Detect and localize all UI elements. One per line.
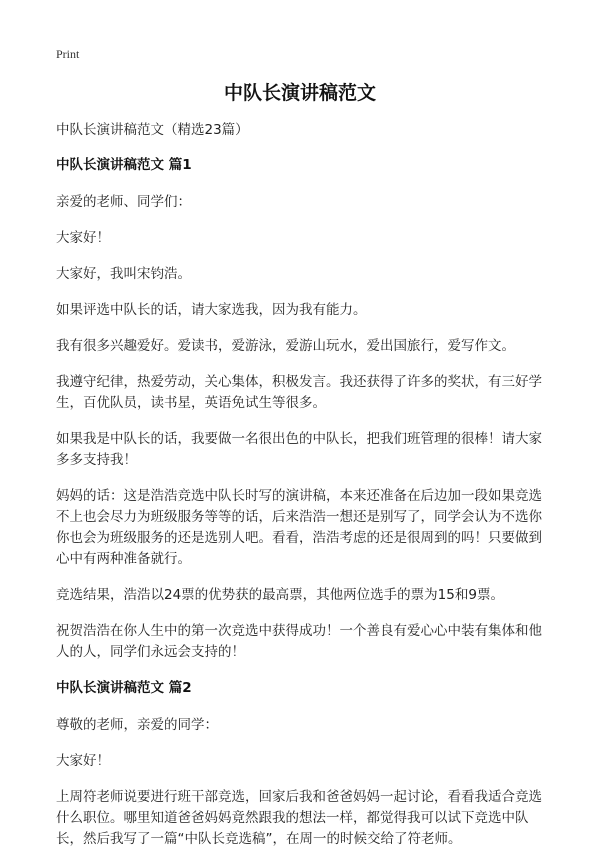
page-title: 中队长演讲稿范文 [223, 82, 376, 104]
paragraph: 我遵守纪律，热爱劳动，关心集体，积极发言。我还获得了许多的奖状，有三好学生，百优队员，读书星，英语免试生等很多。 [56, 374, 542, 411]
paragraph: 妈妈的话：这是浩浩竞选中队长时写的演讲稿，本来还准备在后边加一段如果竞选不上也会尽力为班级服务等等的话，后来浩浩一想还是别写了，同学会认为不选你你也会为班级服务的还是选别人吧。看看，浩浩考虑的还是很周到的吗！只要做到心中有两种准备就行。 [56, 488, 542, 567]
paragraph: 如果评选中队长的话，请大家选我，因为我有能力。 [56, 302, 367, 318]
paragraph: 尊敬的老师，亲爱的同学： [56, 717, 218, 733]
paragraph: 大家好，我叫宋钧浩。 [56, 266, 191, 282]
document-subtitle: 中队长演讲稿范文（精选23篇） [56, 122, 249, 138]
paragraph: 我有很多兴趣爱好。爱读书，爱游泳，爱游山玩水，爱出国旅行，爱写作文。 [56, 338, 515, 354]
paragraph: 祝贺浩浩在你人生中的第一次竞选中获得成功！一个善良有爱心心中装有集体和他人的人，同学们永远会支持的！ [56, 623, 542, 660]
paragraph: 上周符老师说要进行班干部竞选，回家后我和爸爸妈妈一起讨论，看看我适合竞选什么职位。哪里知道爸爸妈妈竟然跟我的想法一样，都觉得我可以试下竞选中队长，然后我写了一篇“中队长竞选稿”，在周一的时候交给了符老师。 [56, 789, 542, 847]
print-link[interactable]: Print [56, 47, 80, 61]
paragraph: 大家好！ [56, 230, 110, 246]
paragraph: 如果我是中队长的话，我要做一名很出色的中队长，把我们班管理的很棒！请大家多多支持我！ [56, 431, 542, 468]
paragraph: 大家好！ [56, 753, 110, 769]
section-heading-2: 中队长演讲稿范文 篇2 [56, 680, 192, 696]
document-body [56, 120, 552, 865]
section-heading-1: 中队长演讲稿范文 篇1 [56, 157, 192, 173]
paragraph: 亲爱的老师、同学们： [56, 194, 191, 210]
paragraph: 竞选结果，浩浩以24票的优势获的最高票，其他两位选手的票为15和9票。 [56, 587, 504, 603]
